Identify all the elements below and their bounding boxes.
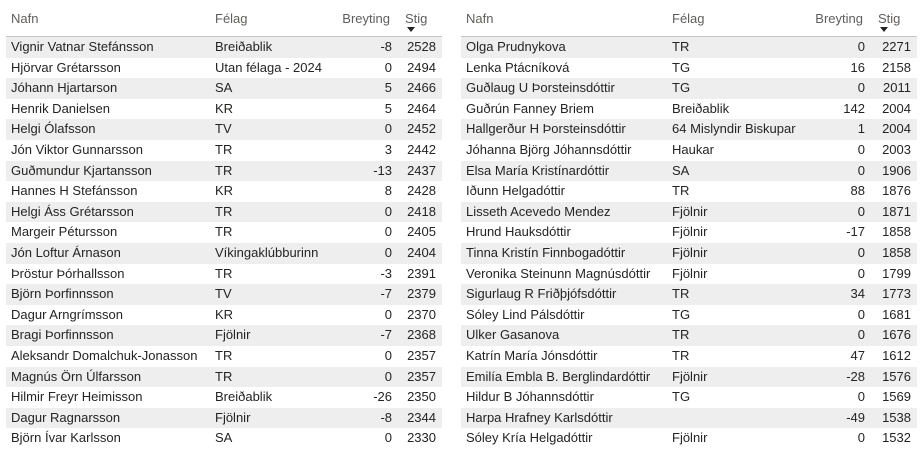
column-header-club[interactable]: Félag: [672, 11, 705, 26]
table-row: [6, 346, 442, 367]
club-cell: SA: [215, 430, 233, 446]
club-cell: Fjölnir: [215, 409, 251, 425]
table-row: [461, 37, 917, 58]
rating-change-cell: -26: [373, 389, 392, 405]
player-name-cell: Hallgerður H Þorsteinsdóttir: [466, 121, 626, 137]
player-name-cell: Guðmundur Kjartansson: [11, 162, 152, 178]
table-row: [461, 58, 917, 79]
rating-change-cell: 0: [384, 203, 392, 219]
rating-change-cell: -8: [380, 409, 392, 425]
club-cell: Fjölnir: [672, 224, 708, 240]
club-cell: Fjölnir: [672, 368, 708, 384]
rating-change-cell: -17: [846, 224, 865, 240]
table-row: [461, 181, 917, 202]
table-row: [6, 78, 442, 99]
table-row: [461, 428, 917, 449]
player-name-cell: Dagur Arngrímsson: [11, 306, 123, 322]
club-cell: Fjölnir: [672, 430, 708, 446]
rating-points-cell: 2404: [407, 244, 436, 260]
table-row: [6, 140, 442, 161]
column-header-change[interactable]: Breyting: [342, 11, 390, 26]
rating-points-cell: 2344: [407, 409, 436, 425]
player-name-cell: Hjörvar Grétarsson: [11, 59, 121, 75]
club-cell: TG: [672, 389, 691, 405]
table-row: [461, 408, 917, 429]
table-row: [6, 305, 442, 326]
club-cell: Víkingaklúbburinn: [215, 244, 319, 260]
club-cell: Fjölnir: [672, 265, 708, 281]
rating-points-cell: 2494: [407, 59, 436, 75]
club-cell: TR: [215, 368, 233, 384]
player-name-cell: Jón Loftur Árnason: [11, 244, 121, 260]
player-name-cell: Jón Viktor Gunnarsson: [11, 141, 143, 157]
rating-change-cell: -13: [373, 162, 392, 178]
player-name-cell: Björn Þorfinnsson: [11, 286, 114, 302]
table-row: [6, 367, 442, 388]
rating-change-cell: 0: [857, 306, 865, 322]
rating-points-cell: 1858: [882, 224, 911, 240]
club-cell: TR: [672, 327, 690, 343]
rating-points-cell: 2004: [882, 100, 911, 116]
rating-points-cell: 2442: [407, 141, 436, 157]
player-name-cell: Helgi Ólafsson: [11, 121, 96, 137]
table-row: [6, 202, 442, 223]
rating-points-cell: 2452: [407, 121, 436, 137]
player-name-cell: Hildur B Jóhannsdóttir: [466, 389, 594, 405]
player-name-cell: Dagur Ragnarsson: [11, 409, 121, 425]
rating-change-cell: 0: [384, 368, 392, 384]
player-name-cell: Helgi Áss Grétarsson: [11, 203, 134, 219]
table-row: [461, 264, 917, 285]
table-row: [461, 140, 917, 161]
rating-points-cell: 2350: [407, 389, 436, 405]
club-cell: TV: [215, 286, 232, 302]
ratings-table-men: [6, 0, 442, 449]
rating-change-cell: 0: [384, 224, 392, 240]
rating-points-cell: 2405: [407, 224, 436, 240]
club-cell: SA: [215, 80, 233, 96]
rating-points-cell: 1532: [882, 430, 911, 446]
rating-change-cell: 0: [384, 306, 392, 322]
table-row: [461, 119, 917, 140]
table-row: [461, 367, 917, 388]
club-cell: Utan félaga - 2024: [215, 59, 322, 75]
club-cell: Fjölnir: [672, 244, 708, 260]
rating-points-cell: 2370: [407, 306, 436, 322]
player-name-cell: Jóhanna Björg Jóhannsdóttir: [466, 141, 632, 157]
club-cell: 64 Mislyndir Biskupar: [672, 121, 796, 137]
player-name-cell: Bragi Þorfinnsson: [11, 327, 114, 343]
table-row: [6, 37, 442, 58]
rating-points-cell: 2437: [407, 162, 436, 178]
table-body: [461, 37, 917, 449]
rating-change-cell: 0: [857, 162, 865, 178]
rating-change-cell: 0: [384, 59, 392, 75]
rating-points-cell: 2428: [407, 183, 436, 199]
club-cell: TR: [672, 39, 690, 54]
player-name-cell: Katrín María Jónsdóttir: [466, 347, 598, 363]
rating-points-cell: 2011: [883, 80, 911, 96]
table-row: [6, 222, 442, 243]
club-cell: Breiðablik: [672, 100, 730, 116]
player-name-cell: Elsa María Kristínardóttir: [466, 162, 610, 178]
rating-points-cell: 2391: [407, 265, 436, 281]
rating-change-cell: 0: [857, 203, 865, 219]
table-row: [6, 387, 442, 408]
column-header-name[interactable]: Nafn: [466, 11, 494, 26]
rating-change-cell: 0: [384, 244, 392, 260]
rating-points-cell: 2271: [882, 39, 911, 54]
table-row: [461, 284, 917, 305]
table-row: [6, 325, 442, 346]
rating-points-cell: 1799: [882, 265, 911, 281]
player-name-cell: Harpa Hrafney Karlsdóttir: [466, 409, 613, 425]
rating-points-cell: 2357: [407, 368, 436, 384]
rating-points-cell: 1569: [882, 389, 911, 405]
rating-change-cell: 0: [384, 430, 392, 446]
rating-points-cell: 2466: [407, 80, 436, 96]
column-header-club[interactable]: Félag: [215, 11, 248, 26]
table-row: [461, 325, 917, 346]
player-name-cell: Sóley Kría Helgadóttir: [466, 430, 593, 446]
rating-change-cell: 88: [850, 183, 865, 199]
player-name-cell: Þröstur Þórhallsson: [11, 265, 125, 281]
rating-points-cell: 2330: [407, 430, 436, 446]
rating-points-cell: 2368: [407, 327, 436, 343]
player-name-cell: Hilmir Freyr Heimisson: [11, 389, 143, 405]
table-row: [6, 408, 442, 429]
ratings-table-women: [461, 0, 917, 449]
rating-change-cell: 0: [857, 80, 865, 96]
rating-change-cell: 5: [384, 100, 392, 116]
rating-change-cell: 1: [857, 121, 865, 137]
rating-change-cell: -3: [380, 265, 392, 281]
player-name-cell: Olga Prudnykova: [466, 39, 566, 54]
player-name-cell: Henrik Danielsen: [11, 100, 110, 116]
table-row: [6, 58, 442, 79]
club-cell: TR: [672, 347, 690, 363]
rating-change-cell: 0: [857, 244, 865, 260]
rating-change-cell: 3: [384, 141, 392, 157]
club-cell: KR: [215, 100, 234, 116]
rating-change-cell: 8: [384, 183, 392, 199]
column-header-points[interactable]: Stig: [878, 11, 901, 26]
rating-points-cell: 2418: [407, 203, 436, 219]
table-header: [461, 0, 917, 37]
rating-change-cell: 142: [843, 100, 865, 116]
player-name-cell: Margeir Pétursson: [11, 224, 118, 240]
rating-change-cell: -7: [380, 327, 392, 343]
rating-change-cell: 0: [384, 121, 392, 137]
club-cell: SA: [672, 162, 690, 178]
rating-points-cell: 2357: [407, 347, 436, 363]
rating-points-cell: 1612: [882, 347, 911, 363]
rating-change-cell: -7: [380, 286, 392, 302]
player-name-cell: Hannes H Stefánsson: [11, 183, 138, 199]
rating-points-cell: 1906: [882, 162, 911, 178]
player-name-cell: Tinna Kristín Finnbogadóttir: [466, 244, 626, 260]
rating-points-cell: 1876: [882, 183, 911, 199]
table-row: [461, 202, 917, 223]
player-name-cell: Hrund Hauksdóttir: [466, 224, 571, 240]
rating-change-cell: 0: [857, 39, 865, 54]
club-cell: Breiðablik: [215, 389, 273, 405]
rating-points-cell: 1773: [882, 286, 911, 302]
rating-points-cell: 2003: [882, 141, 911, 157]
player-name-cell: Guðrún Fanney Briem: [466, 100, 594, 116]
player-name-cell: Veronika Steinunn Magnúsdóttir: [466, 265, 651, 281]
player-name-cell: Björn Ívar Karlsson: [11, 430, 121, 446]
column-header-name[interactable]: Nafn: [11, 11, 39, 26]
rating-change-cell: -49: [846, 409, 865, 425]
table-row: [6, 284, 442, 305]
club-cell: TR: [215, 162, 233, 178]
club-cell: TR: [215, 141, 233, 157]
player-name-cell: Sóley Lind Pálsdóttir: [466, 306, 585, 322]
club-cell: TG: [672, 80, 691, 96]
table-row: [461, 305, 917, 326]
club-cell: TV: [215, 121, 232, 137]
rating-change-cell: 16: [850, 59, 865, 75]
player-name-cell: Ulker Gasanova: [466, 327, 560, 343]
player-name-cell: Emilía Embla B. Berglindardóttir: [466, 368, 651, 384]
player-name-cell: Aleksandr Domalchuk-Jonasson: [11, 347, 198, 363]
rating-points-cell: 1676: [882, 327, 911, 343]
club-cell: Haukar: [672, 141, 714, 157]
club-cell: TR: [215, 203, 233, 219]
club-cell: KR: [215, 306, 234, 322]
rating-change-cell: -8: [380, 39, 392, 54]
rating-change-cell: 0: [857, 389, 865, 405]
table-row: [6, 428, 442, 449]
rating-points-cell: 1871: [882, 203, 911, 219]
rating-points-cell: 1681: [882, 306, 911, 322]
club-cell: TR: [215, 265, 233, 281]
table-header: [6, 0, 442, 37]
rating-change-cell: 5: [384, 80, 392, 96]
table-row: [6, 99, 442, 120]
table-row: [461, 243, 917, 264]
player-name-cell: Lenka Ptácníková: [466, 59, 570, 75]
club-cell: Fjölnir: [672, 203, 708, 219]
club-cell: KR: [215, 183, 234, 199]
rating-change-cell: 34: [850, 286, 865, 302]
rating-points-cell: 2158: [882, 59, 911, 75]
table-row: [461, 161, 917, 182]
rating-points-cell: 2004: [882, 121, 911, 137]
club-cell: TG: [672, 306, 691, 322]
rating-change-cell: 0: [384, 347, 392, 363]
club-cell: TR: [215, 347, 233, 363]
table-row: [461, 99, 917, 120]
player-name-cell: Jóhann Hjartarson: [11, 80, 118, 96]
rating-points-cell: 1576: [882, 368, 911, 384]
table-row: [461, 387, 917, 408]
club-cell: TG: [672, 59, 691, 75]
table-body: [6, 37, 442, 449]
player-name-cell: Lisseth Acevedo Mendez: [466, 203, 611, 219]
rating-points-cell: 2379: [407, 286, 436, 302]
rating-change-cell: 47: [850, 347, 865, 363]
rating-change-cell: 0: [857, 430, 865, 446]
player-name-cell: Iðunn Helgadóttir: [466, 183, 566, 199]
club-cell: Fjölnir: [215, 327, 251, 343]
club-cell: TR: [672, 286, 690, 302]
rating-points-cell: 2464: [407, 100, 436, 116]
table-row: [6, 181, 442, 202]
player-name-cell: Magnús Örn Úlfarsson: [11, 368, 142, 384]
table-row: [461, 346, 917, 367]
club-cell: Breiðablik: [215, 39, 273, 54]
table-row: [461, 222, 917, 243]
column-header-points[interactable]: Stig: [405, 11, 428, 26]
table-row: [6, 264, 442, 285]
rating-points-cell: 1858: [882, 244, 911, 260]
table-row: [6, 161, 442, 182]
rating-points-cell: 2528: [407, 39, 436, 54]
rating-change-cell: 0: [857, 327, 865, 343]
rating-change-cell: 0: [857, 141, 865, 157]
sort-descending-icon[interactable]: [407, 27, 415, 32]
rating-points-cell: 1538: [882, 409, 911, 425]
club-cell: TR: [672, 183, 690, 199]
player-name-cell: Sigurlaug R Friðþjófsdóttir: [466, 286, 617, 302]
table-row: [6, 243, 442, 264]
table-row: [6, 119, 442, 140]
player-name-cell: Guðlaug U Þorsteinsdóttir: [466, 80, 615, 96]
rating-change-cell: -28: [846, 368, 865, 384]
sort-descending-icon[interactable]: [880, 27, 888, 32]
rating-change-cell: 0: [857, 265, 865, 281]
table-row: [461, 78, 917, 99]
club-cell: TR: [215, 224, 233, 240]
column-header-change[interactable]: Breyting: [815, 11, 863, 26]
player-name-cell: Vignir Vatnar Stefánsson: [11, 39, 154, 54]
